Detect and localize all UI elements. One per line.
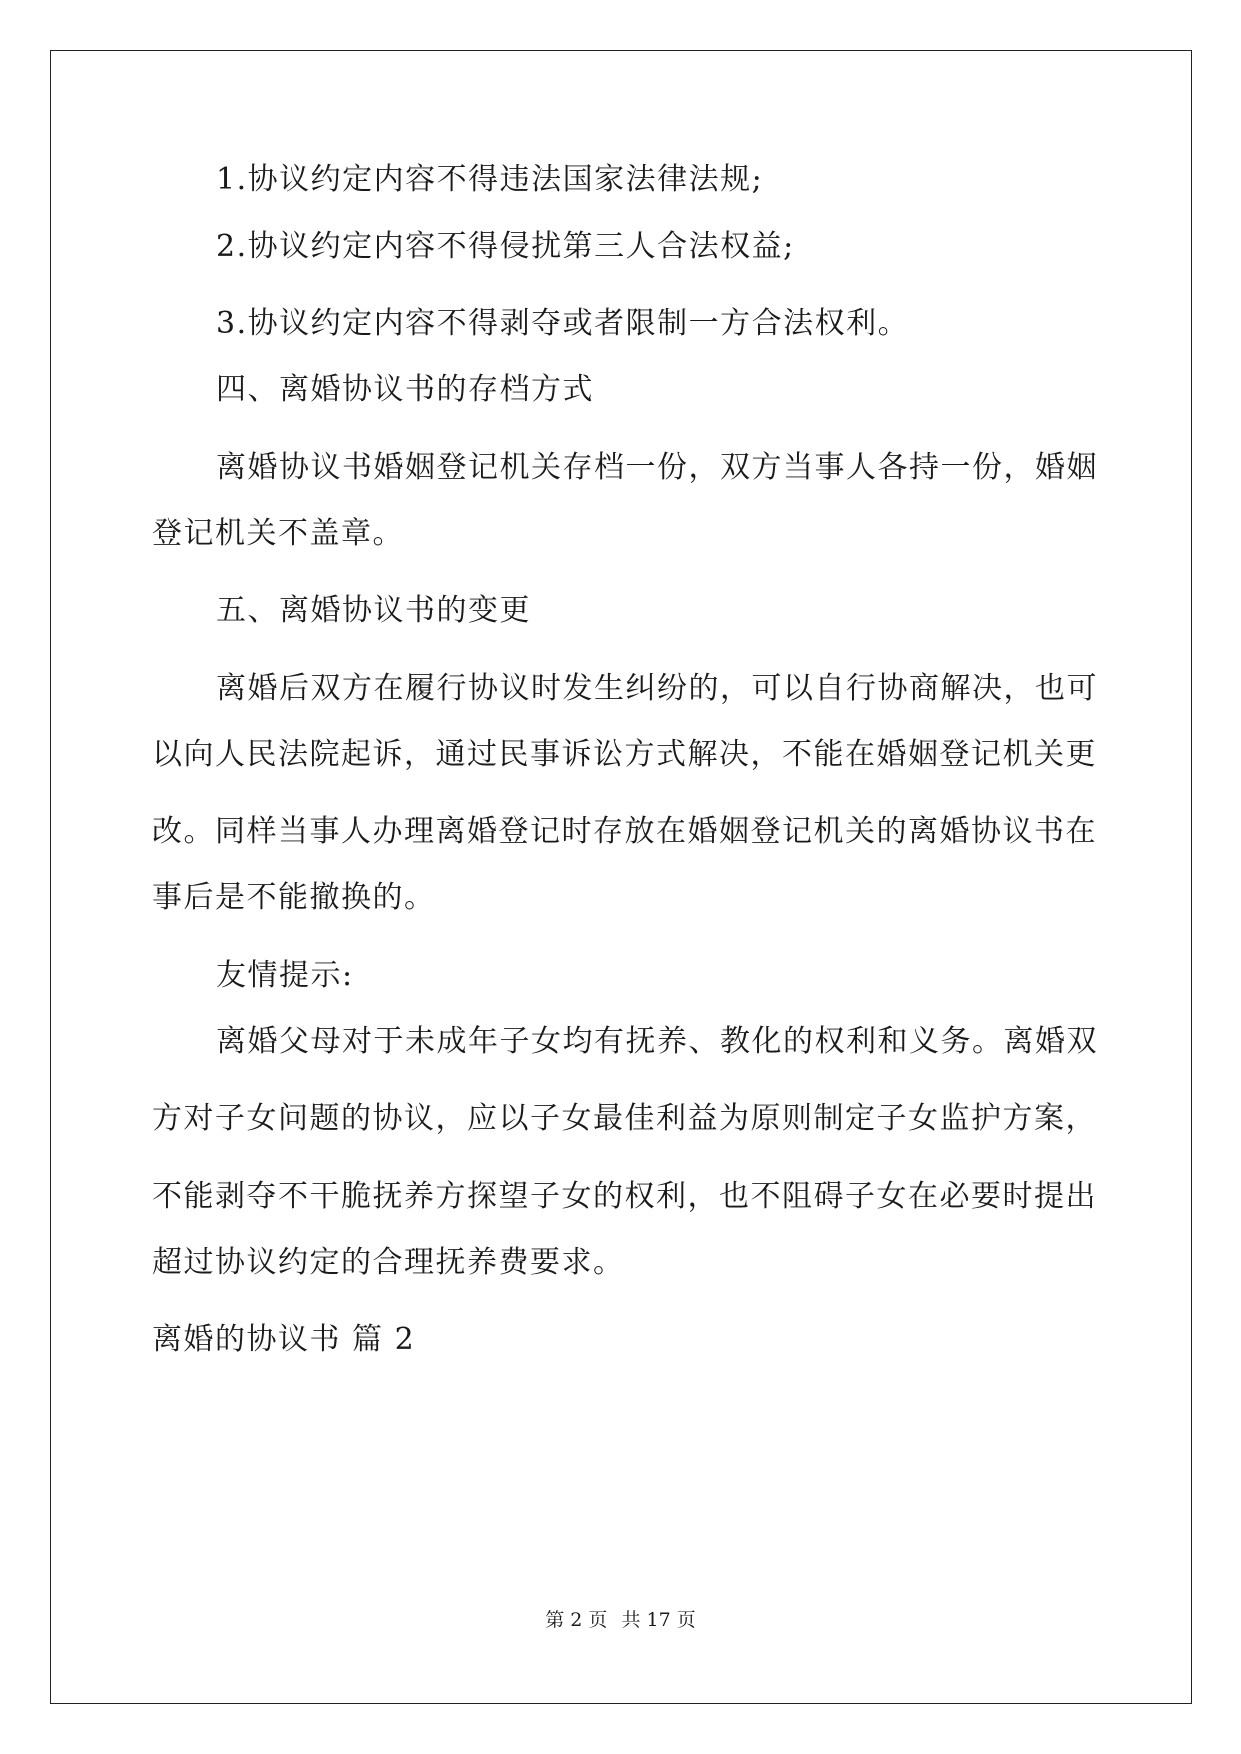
section-heading-change: 五、离婚协议书的变更	[216, 593, 531, 628]
paragraph-line: 离婚父母对于未成年子女均有抚养、教化的权利和义务。离婚双	[216, 1024, 1098, 1059]
clause-2: 2.协议约定内容不得侵扰第三人合法权益;	[216, 229, 795, 264]
paragraph-line: 以向人民法院起诉，通过民事诉讼方式解决，不能在婚姻登记机关更	[152, 737, 1097, 772]
page-border	[50, 50, 1192, 1704]
page-footer	[0, 1608, 1241, 1632]
article-heading: 离婚的协议书 篇 2	[152, 1322, 416, 1357]
paragraph-line: 改。同样当事人办理离婚登记时存放在婚姻登记机关的离婚协议书在	[152, 814, 1097, 849]
paragraph-line: 超过协议约定的合理抚养费要求。	[152, 1245, 625, 1280]
page-number: 第 2 页	[545, 1609, 608, 1631]
paragraph-line: 事后是不能撤换的。	[152, 880, 436, 915]
paragraph-line: 不能剥夺不干脆抚养方探望子女的权利，也不阻碍子女在必要时提出	[152, 1179, 1097, 1214]
tip-heading: 友情提示:	[216, 958, 354, 993]
paragraph-line: 登记机关不盖章。	[152, 516, 404, 551]
clause-1: 1.协议约定内容不得违法国家法律法规;	[216, 162, 764, 197]
paragraph-line: 离婚协议书婚姻登记机关存档一份，双方当事人各持一份，婚姻	[216, 450, 1098, 485]
section-heading-archive: 四、离婚协议书的存档方式	[216, 372, 594, 407]
paragraph-line: 方对子女问题的协议，应以子女最佳利益为原则制定子女监护方案，	[152, 1101, 1097, 1136]
paragraph-line: 离婚后双方在履行协议时发生纠纷的，可以自行协商解决，也可	[216, 671, 1098, 706]
clause-3: 3.协议约定内容不得剥夺或者限制一方合法权利。	[216, 306, 910, 341]
total-pages: 共 17 页	[621, 1609, 696, 1631]
